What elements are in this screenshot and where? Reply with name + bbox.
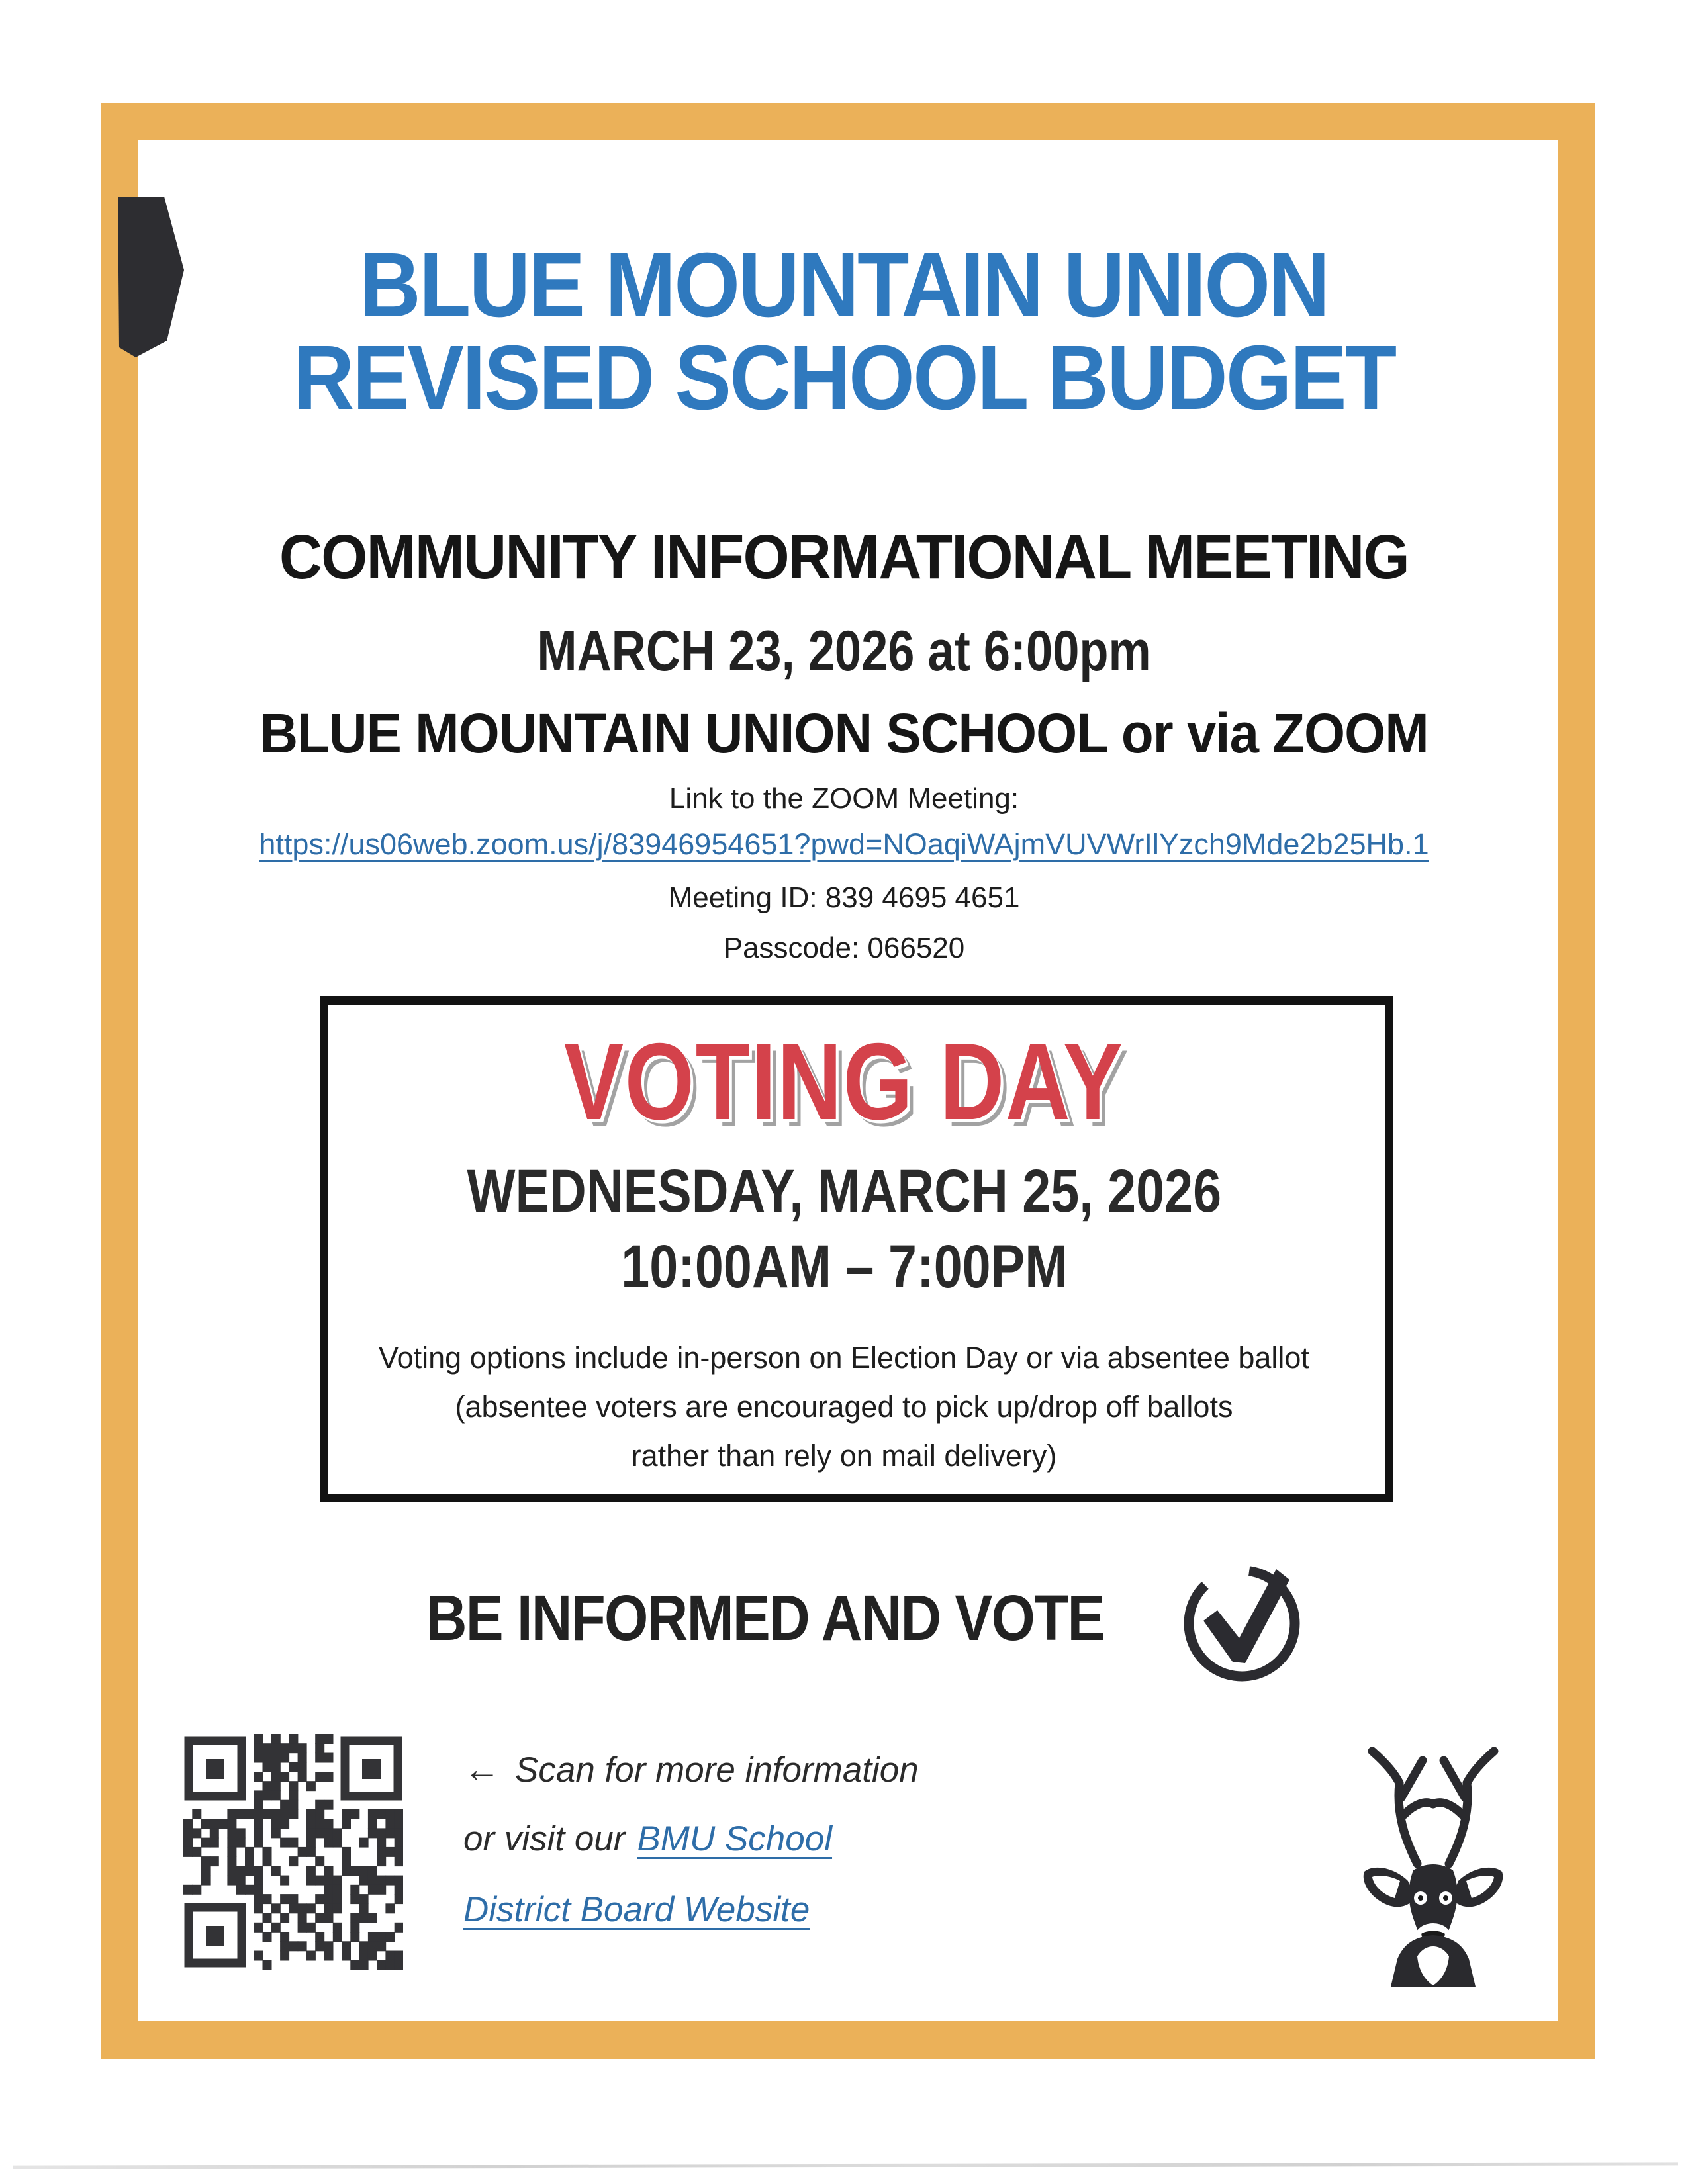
bmu-school-link[interactable]: BMU School (637, 1819, 833, 1858)
scan-artifact-line (13, 2162, 1678, 2169)
visit-prefix: or visit our (463, 1819, 626, 1858)
poster-title-line2: REVISED SCHOOL BUDGET (293, 327, 1395, 429)
left-arrow-icon: ← (463, 1748, 500, 1790)
zoom-link-row (0, 827, 1688, 862)
scan-text: Scan for more information (515, 1751, 919, 1790)
voting-hours: 10:00AM – 7:00PM (620, 1233, 1068, 1300)
voting-note-line2: (absentee voters are encouraged to pick up/drop off ballots (455, 1390, 1233, 1424)
district-board-website-link[interactable]: District Board Website (463, 1890, 810, 1929)
zoom-meeting-link[interactable]: https://us06web.zoom.us/j/83946954651?pwd=NOaqiWAjmVUVWrIlYzch9Mde2b25Hb.1 (259, 827, 1429, 861)
meeting-heading: COMMUNITY INFORMATIONAL MEETING (279, 522, 1409, 592)
footer-scan-line (463, 1747, 919, 1790)
meeting-location: BLUE MOUNTAIN UNION SCHOOL or via ZOOM (259, 702, 1429, 764)
cta-text: BE INFORMED AND VOTE (426, 1582, 1104, 1654)
meeting-id: Meeting ID: 839 4695 4651 (668, 882, 1020, 914)
footer-website-line (463, 1889, 810, 1930)
voting-note-line3: rather than rely on mail delivery) (631, 1439, 1057, 1473)
cta-row (0, 1552, 1688, 1684)
poster-title-line1: BLUE MOUNTAIN UNION (359, 234, 1329, 336)
meeting-datetime: MARCH 23, 2026 at 6:00pm (537, 619, 1151, 683)
footer-visit-line (463, 1819, 832, 1859)
qr-code (183, 1734, 403, 1970)
zoom-link-label: Link to the ZOOM Meeting: (669, 782, 1019, 815)
voting-note-line1: Voting options include in-person on Election Day or via absentee ballot (379, 1341, 1309, 1375)
deer-head-logo (1334, 1741, 1532, 1987)
check-circle-icon (1176, 1552, 1308, 1684)
voting-day-heading: VOTING DAY (564, 1021, 1124, 1142)
meeting-passcode: Passcode: 066520 (723, 932, 965, 964)
voting-date: WEDNESDAY, MARCH 25, 2026 (467, 1158, 1221, 1225)
